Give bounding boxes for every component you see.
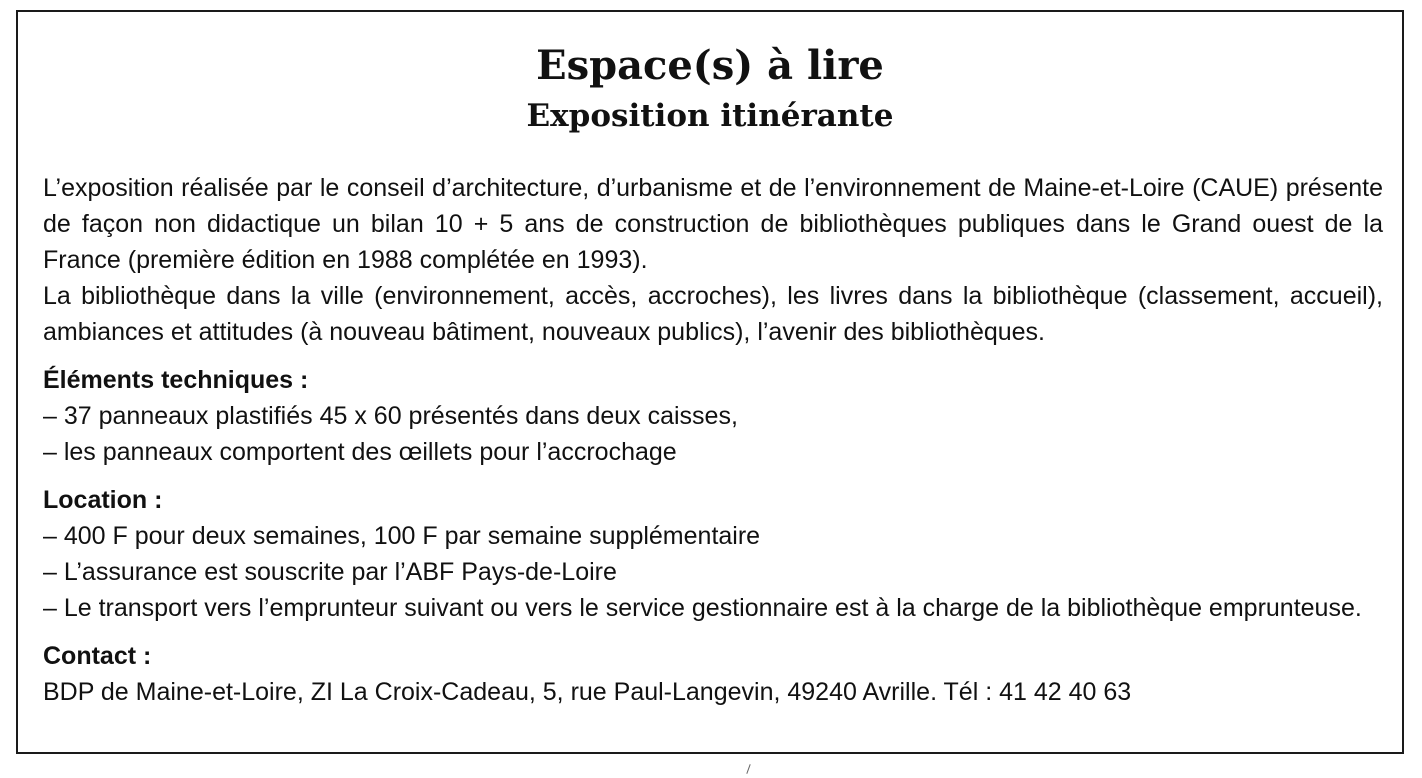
technical-heading: Éléments techniques : — [43, 366, 309, 394]
page-subtitle: Exposition itinérante — [526, 98, 894, 134]
location-item: – 400 F pour deux semaines, 100 F par semaine supplémentaire — [43, 522, 761, 550]
location-heading: Location : — [43, 486, 163, 514]
intro-paragraph-2: La bibliothèque dans la ville (environnement, accès, accroches), les livres dans la bibliothèque (classement, accueil), ambiances et attitudes (à nouveau bâtiment, nouveaux publics), l’avenir des bibliothèques. — [43, 282, 1383, 346]
page-title: Espace(s) à lire — [536, 42, 884, 89]
technical-item: – 37 panneaux plastifiés 45 x 60 présentés dans deux caisses, — [43, 402, 738, 430]
announcement-box — [16, 10, 1404, 754]
technical-item: – les panneaux comportent des œillets pour l’accrochage — [43, 438, 677, 466]
location-item: – Le transport vers l’emprunteur suivant ou vers le service gestionnaire est à la charge de la bibliothèque emprunteuse. — [43, 594, 1362, 622]
contact-address: BDP de Maine-et-Loire, ZI La Croix-Cadeau, 5, rue Paul-Langevin, 49240 Avrille. Tél : 41 42 40 63 — [43, 678, 1132, 706]
announcement-body — [43, 170, 1383, 710]
scan-mark — [746, 764, 750, 774]
intro-paragraph-1: L’exposition réalisée par le conseil d’architecture, d’urbanisme et de l’environnement de Maine-et-Loire (CAUE) présente de façon non didactique un bilan 10 + 5 ans de construction de bibliothèques publiques dans le Grand ouest de la France (première édition en 1988 complétée en 1993). — [43, 174, 1383, 274]
contact-heading: Contact : — [43, 642, 152, 670]
location-item: – L’assurance est souscrite par l’ABF Pays-de-Loire — [43, 558, 617, 586]
